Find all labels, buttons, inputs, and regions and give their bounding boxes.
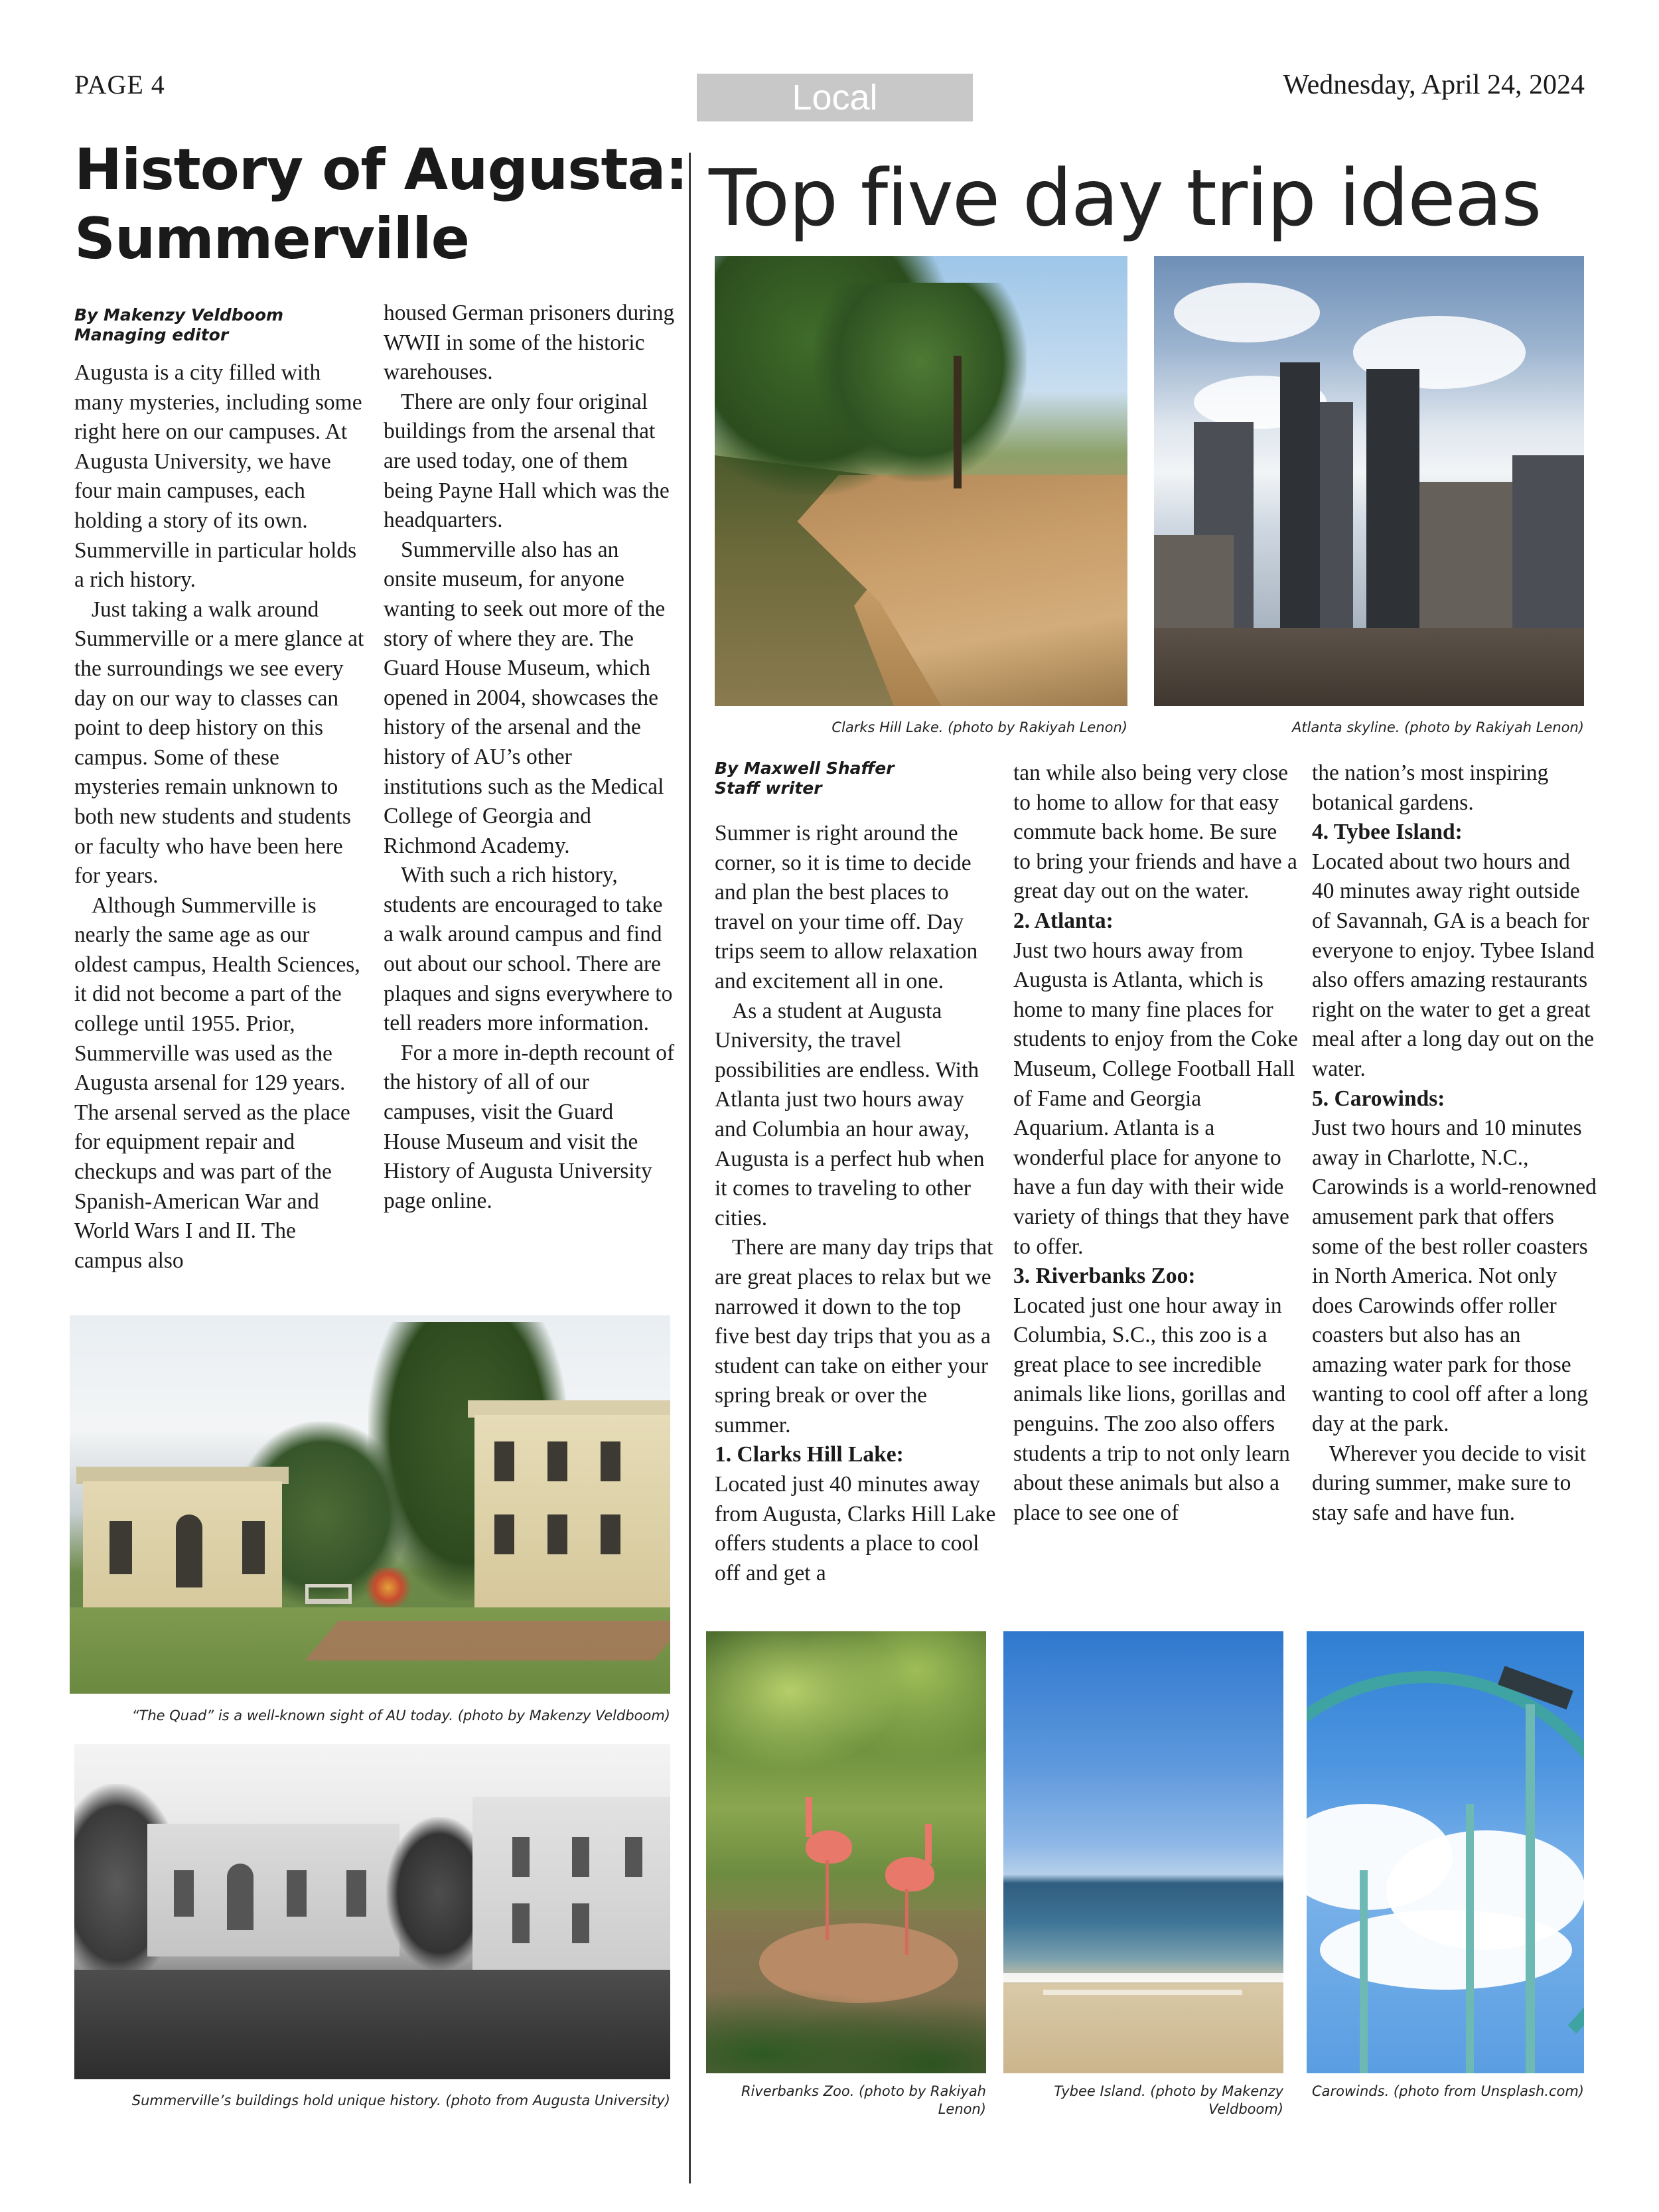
photo-flamingo-leg bbox=[826, 1860, 829, 1940]
photo-window bbox=[512, 1837, 530, 1877]
paragraph: As a student at Augusta University, the travel possibilities are endless. With Atlanta just two hours away and Columbia an hour away, Augusta is a perfect hub when it comes to traveling to other cities. bbox=[715, 998, 985, 1230]
paragraph: Wherever you decide to visit during summer, make sure to stay safe and have fun. bbox=[1312, 1441, 1586, 1525]
paragraph: housed German prisoners during WWII in some of the historic warehouses. bbox=[384, 301, 675, 385]
photo-window bbox=[625, 1837, 642, 1877]
right-story-column-1 bbox=[715, 819, 1000, 1588]
section-banner bbox=[697, 74, 973, 121]
paragraph: Located just one hour away in Columbia, S.C., this zoo is a great place to see incredible animals like lions, gorillas and penguins. The zoo also offers students a trip to not only learn about these animals but also a place to see one of bbox=[1013, 1293, 1290, 1525]
subheading: 4. Tybee Island: bbox=[1312, 820, 1463, 845]
paragraph: Although Summerville is nearly the same age as our oldest campus, Health Sciences, it did not become a part of the college until 1955. Prior, Summerville was used as the Augusta arsenal for 129 years. The arsenal served as the place for equipment repair and checkups and was part of the Spanish-American War and World Wars I and II. The campus also bbox=[74, 893, 360, 1273]
subheading: 5. Carowinds: bbox=[1312, 1086, 1445, 1111]
left-story-column-1 bbox=[74, 358, 366, 1276]
photo-cloud bbox=[1174, 283, 1320, 342]
photo-building bbox=[1419, 482, 1512, 634]
column-divider bbox=[689, 153, 691, 2183]
historic-buildings-caption: Summerville’s buildings hold unique history. (photo from Augusta University) bbox=[131, 2093, 670, 2108]
photo-window bbox=[346, 1870, 366, 1917]
photo-building bbox=[147, 1824, 399, 1956]
photo-flowers bbox=[362, 1568, 415, 1607]
paragraph: There are only four original buildings from the arsenal that are used today, one of them being Payne Hall which was the headquarters. bbox=[384, 389, 670, 533]
issue-date: Wednesday, April 24, 2024 bbox=[1283, 70, 1585, 100]
right-byline bbox=[715, 759, 993, 798]
photo-path bbox=[305, 1621, 670, 1660]
left-headline-line2: Summerville bbox=[74, 206, 469, 272]
left-byline-role: Managing editor bbox=[74, 325, 229, 344]
paragraph: Augusta is a city filled with many mysteries, including some right here on our campuses. At Augusta University, we have four main campuses, each holding a story of its own. Summerville in particular holds a rich history. bbox=[74, 360, 362, 593]
subheading: 1. Clarks Hill Lake: bbox=[715, 1442, 904, 1467]
photo-tower bbox=[1280, 362, 1320, 634]
photo-window bbox=[242, 1521, 265, 1574]
photo-flamingo-neck bbox=[806, 1797, 812, 1837]
paragraph: Located about two hours and 40 minutes away right outside of Savannah, GA is a beach for everyone to enjoy. Tybee Island also offers amazing restaurants right on the water to get a great meal after a long day out on the water. bbox=[1312, 849, 1595, 1081]
carowinds-caption: Carowinds. (photo from Unsplash.com) bbox=[1311, 2083, 1584, 2099]
photo-surf bbox=[1003, 1973, 1283, 1982]
left-story-column-2 bbox=[384, 299, 676, 1216]
photo-window bbox=[572, 1903, 589, 1943]
photo-building bbox=[1154, 535, 1234, 634]
historic-buildings-photo bbox=[74, 1744, 670, 2079]
photo-window bbox=[287, 1870, 307, 1917]
paragraph: the nation’s most inspiring botanical gardens. bbox=[1312, 761, 1549, 815]
photo-coaster-support bbox=[1360, 1870, 1368, 2073]
quad-photo bbox=[70, 1315, 670, 1694]
paragraph: tan while also being very close to home to allow for that easy commute back home. Be sure to bring your friends and have a great day out on the water. bbox=[1013, 761, 1297, 904]
subheading: 2. Atlanta: bbox=[1013, 908, 1114, 933]
zoo-caption: Riverbanks Zoo. (photo by Rakiyah Lenon) bbox=[741, 2083, 986, 2117]
photo-tree bbox=[814, 283, 1027, 482]
photo-window bbox=[109, 1521, 132, 1574]
photo-ground bbox=[1154, 628, 1584, 706]
photo-building bbox=[83, 1481, 282, 1607]
photo-window bbox=[512, 1903, 530, 1943]
paragraph: Just two hours away from Augusta is Atlanta, which is home to many fine places for students to enjoy from the Coke Museum, College Football Hall of Fame and Georgia Aquarium. Atlanta is a wonderful place for anyone to have a fun day with their wide variety of things that they have to offer. bbox=[1013, 938, 1298, 1259]
carowinds-photo bbox=[1307, 1631, 1584, 2073]
photo-building bbox=[472, 1797, 670, 1970]
photo-window bbox=[547, 1514, 567, 1554]
paragraph: Summerville also has an onsite museum, for anyone wanting to seek out more of the story of where they are. The Guard House Museum, which opened in 2004, showcases the history of the arsenal and the history of AU’s other institutions such as the Medical College of Georgia and Richmond Academy. bbox=[384, 537, 666, 858]
paragraph: Summer is right around the corner, so it is time to decide and plan the best places to travel on your time off. Day trips seem to allow relaxation and excitement all in one. bbox=[715, 821, 978, 994]
subheading: 3. Riverbanks Zoo: bbox=[1013, 1264, 1196, 1289]
photo-window bbox=[547, 1441, 567, 1481]
left-byline-name: By Makenzy Veldboom bbox=[74, 305, 284, 325]
clarks-hill-lake-photo bbox=[715, 256, 1127, 706]
paragraph: Located just 40 minutes away from Augusta, Clarks Hill Lake offers students a place to cool off and get a bbox=[715, 1472, 996, 1585]
quad-caption: “The Quad” is a well-known sight of AU today. (photo by Makenzy Veldboom) bbox=[131, 1708, 670, 1724]
riverbanks-zoo-photo bbox=[706, 1631, 986, 2073]
tybee-caption: Tybee Island. (photo by Makenzy Veldboom) bbox=[1054, 2083, 1283, 2117]
tybee-island-photo bbox=[1003, 1631, 1283, 2073]
atlanta-caption: Atlanta skyline. (photo by Rakiyah Lenon) bbox=[1291, 719, 1584, 735]
photo-door bbox=[176, 1514, 202, 1587]
right-story-column-3 bbox=[1312, 759, 1597, 1528]
paragraph: Just taking a walk around Summerville or a mere glance at the surroundings we see every day on our way to classes can point to deep history on this campus. Some of these mysteries remain unknown to both new students and students or faculty who have been here for years. bbox=[74, 597, 364, 889]
photo-tower bbox=[1366, 369, 1419, 634]
left-byline bbox=[74, 305, 353, 345]
photo-bench bbox=[305, 1584, 352, 1604]
left-headline-line1: History of Augusta: bbox=[74, 137, 687, 203]
page-number: PAGE 4 bbox=[74, 70, 165, 100]
section-label: Local bbox=[792, 78, 878, 117]
photo-flamingo bbox=[806, 1830, 852, 1864]
photo-tower bbox=[1320, 402, 1353, 634]
photo-trunk bbox=[954, 356, 962, 488]
photo-coaster-track bbox=[1307, 1671, 1584, 2073]
left-headline bbox=[74, 135, 691, 273]
photo-window bbox=[601, 1514, 620, 1554]
paragraph: There are many day trips that are great places to relax but we narrowed it down to the top five best day trips that you as a student can take on either your spring break or over the summer. bbox=[715, 1235, 993, 1438]
paragraph: Just two hours and 10 minutes away in Charlotte, N.C., Carowinds is a world-renowned amusement park that offers some of the best roller coasters in North America. Not only does Carowinds offer roller coasters but also has an amazing water park for those wanting to cool off after a long day at the park. bbox=[1312, 1116, 1597, 1437]
photo-window bbox=[174, 1870, 194, 1917]
photo-window bbox=[494, 1514, 514, 1554]
photo-window bbox=[494, 1441, 514, 1481]
right-story-column-2 bbox=[1013, 759, 1299, 1528]
photo-coaster-support bbox=[1526, 1704, 1535, 2073]
photo-window bbox=[601, 1441, 620, 1481]
photo-coaster-support bbox=[1466, 1804, 1474, 2073]
photo-flamingo-leg bbox=[905, 1889, 908, 1955]
photo-surf bbox=[1043, 1990, 1242, 1995]
photo-ground bbox=[74, 1970, 670, 2079]
photo-foliage bbox=[706, 1631, 986, 1830]
paragraph: For a more in-depth recount of the history of all of our campuses, visit the Guard House Museum and visit the History of Augusta University page online. bbox=[384, 1040, 675, 1213]
photo-building bbox=[474, 1415, 670, 1614]
right-headline: Top five day trip ideas bbox=[709, 152, 1541, 244]
atlanta-skyline-photo bbox=[1154, 256, 1584, 706]
paragraph: With such a rich history, students are encouraged to take a walk around campus and find out about our school. There are plaques and signs everywhere to tell readers more information. bbox=[384, 863, 673, 1036]
photo-building bbox=[1512, 455, 1584, 634]
photo-window bbox=[572, 1837, 589, 1877]
right-byline-role: Staff writer bbox=[715, 778, 822, 798]
photo-flamingo-neck bbox=[925, 1824, 932, 1864]
photo-door bbox=[227, 1864, 253, 1930]
right-byline-name: By Maxwell Shaffer bbox=[715, 759, 895, 778]
photo-foreground-leaves bbox=[706, 1976, 986, 2073]
lake-caption: Clarks Hill Lake. (photo by Rakiyah Lenon) bbox=[831, 719, 1127, 735]
